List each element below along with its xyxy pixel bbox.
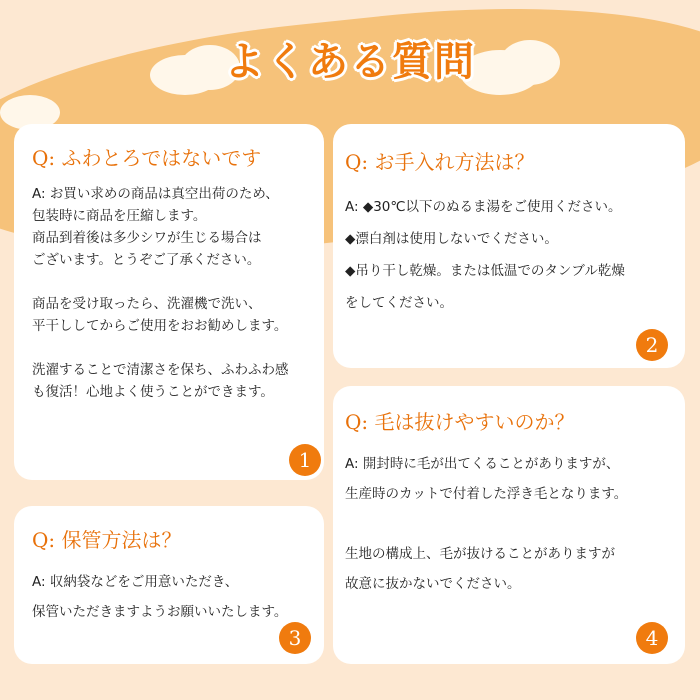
- faq-answer-line: 故意に抜かないでください。: [345, 576, 521, 592]
- faq-answer-line: A: お買い求めの商品は真空出荷のため、: [32, 186, 279, 202]
- faq-answer-line: 洗濯することで清潔さを保ち、ふわふわ感: [32, 362, 289, 378]
- faq-answer-line: ◆漂白剤は使用しないでください。: [345, 231, 558, 247]
- faq-answer-line: A: 開封時に毛が出てくることがありますが、: [345, 456, 620, 472]
- faq-answer-line: ございます。とうぞご了承ください。: [32, 252, 261, 268]
- faq-answer-line: 平干ししてからご使用をおお勧めします。: [32, 318, 288, 334]
- spacer: [345, 509, 685, 539]
- faq-card-4: [333, 386, 685, 664]
- page-title: よくある質問: [224, 39, 476, 85]
- faq-number-badge: 3: [279, 622, 311, 654]
- faq-answer-line: 生産時のカットで付着した浮き毛となります。: [345, 486, 628, 502]
- faq-answer-line: 保管いただきますようお願いいたします。: [32, 604, 288, 620]
- faq-question: Q: 毛は抜けやすいのか？: [345, 410, 575, 434]
- faq-answer-line: も復活！心地よく使うことができます。: [32, 384, 274, 400]
- faq-answer-line: 商品到着後は多少シワが生じる場合は: [32, 230, 262, 246]
- faq-question: Q: 保管方法は？: [32, 528, 182, 552]
- faq-number-badge: 4: [636, 622, 668, 654]
- faq-question: Q: お手入れ方法は？: [345, 150, 535, 174]
- faq-answer-line: 包装時に商品を圧縮します。: [32, 208, 207, 224]
- faq-answer-line: 生地の構成上、毛が抜けることがありますが: [345, 546, 615, 562]
- faq-answer-line: をしてください。: [345, 295, 453, 311]
- faq-answer-line: A: 収納袋などをご用意いただき、: [32, 574, 239, 590]
- spacer: [32, 337, 324, 359]
- faq-answer-line: 商品を受け取ったら、洗濯機で洗い、: [32, 296, 262, 312]
- faq-question: Q: ふわとろではないです: [32, 146, 262, 170]
- faq-answer-line: A: ◆30℃以下のぬるま湯をご使用ください。: [345, 199, 622, 215]
- faq-number-badge: 2: [636, 329, 668, 361]
- faq-card-2: [333, 124, 685, 368]
- faq-card-1: [14, 124, 324, 480]
- faq-answer-line: ◆吊り干し乾燥。または低温でのタンブル乾燥: [345, 263, 625, 279]
- faq-card-3: [14, 506, 324, 664]
- faq-number-badge: 1: [289, 444, 321, 476]
- spacer: [32, 271, 324, 293]
